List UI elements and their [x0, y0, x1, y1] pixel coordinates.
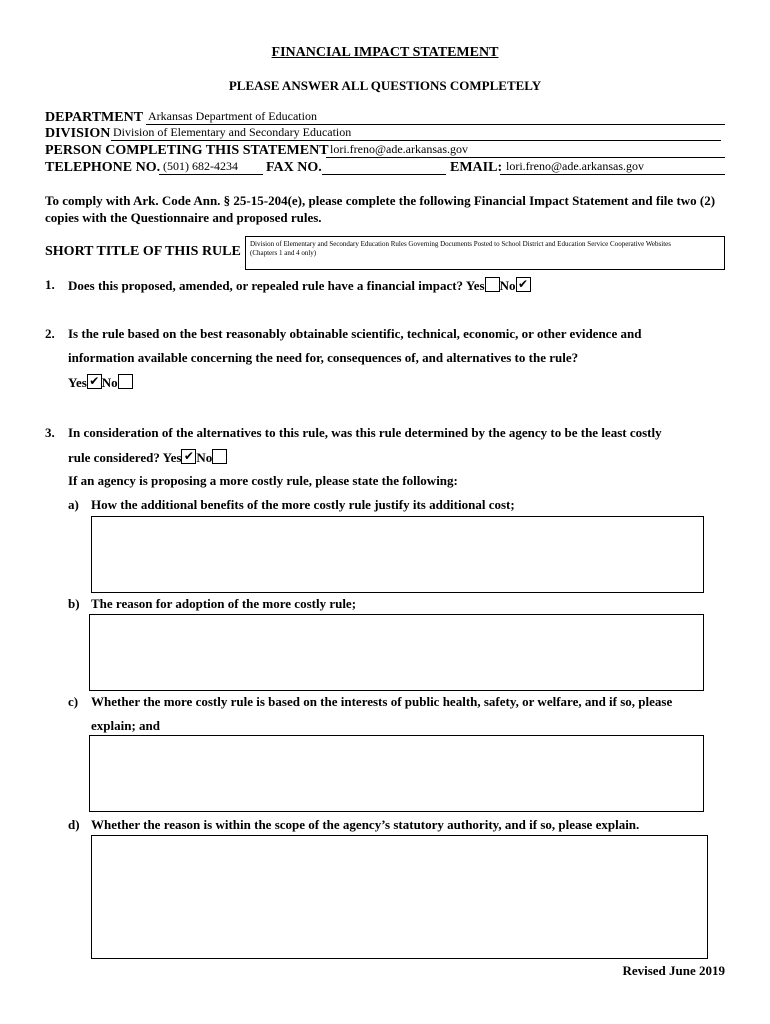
- q3d-answer-box[interactable]: [91, 835, 708, 959]
- q3d-text: Whether the reason is within the scope of the agency’s statutory authority, and if so, please explain.: [91, 817, 640, 832]
- q2-no-label: No: [101, 375, 118, 390]
- form-title: FINANCIAL IMPACT STATEMENT: [271, 45, 499, 60]
- telephone-field[interactable]: (501) 682-4234: [163, 159, 238, 173]
- q3b-answer-box[interactable]: [89, 614, 704, 691]
- q1-no-label: No: [499, 278, 516, 293]
- email-label: EMAIL:: [450, 160, 503, 175]
- q3a-number: a): [68, 497, 79, 512]
- q2-text-line1: Is the rule based on the best reasonably obtainable scientific, technical, economic, or other evidence and: [68, 326, 642, 341]
- q2-text-line2: information available concerning the need for, consequences of, and alternatives to the rule?: [68, 350, 579, 365]
- division-row: [45, 126, 725, 143]
- q1-yes-checkbox[interactable]: [485, 277, 500, 292]
- q2-yes-checkbox[interactable]: [87, 374, 102, 389]
- division-label: DIVISION: [45, 126, 111, 141]
- fax-label: FAX NO.: [266, 160, 322, 175]
- q3-text-line2: rule considered?: [68, 450, 160, 465]
- telephone-line: [159, 174, 263, 175]
- q1-yes-label: Yes: [465, 278, 485, 293]
- q3-followup: If an agency is proposing a more costly rule, please state the following:: [68, 473, 458, 488]
- checkmark-icon: [486, 278, 499, 291]
- person-field[interactable]: lori.freno@ade.arkansas.gov: [330, 142, 468, 156]
- checkmark-icon: ✔: [89, 374, 100, 388]
- q3c-text-line2: explain; and: [91, 718, 160, 733]
- telephone-label: TELEPHONE NO.: [45, 160, 161, 175]
- department-label: DEPARTMENT: [45, 110, 144, 125]
- q2-answer-row: [68, 374, 133, 391]
- q3c-text-line1: Whether the more costly rule is based on the interests of public health, safety, or welfare, and if so, please: [91, 694, 673, 709]
- q3c-number: c): [68, 694, 79, 709]
- q3b-number: b): [68, 596, 80, 611]
- q2-yes-label: Yes: [68, 375, 87, 390]
- short-title-box[interactable]: [245, 236, 725, 270]
- q1-text: Does this proposed, amended, or repealed rule have a financial impact?: [68, 278, 464, 293]
- department-field[interactable]: Arkansas Department of Education: [148, 109, 317, 123]
- q3-number: 3.: [45, 425, 55, 440]
- checkmark-icon: ✔: [517, 277, 529, 291]
- division-line: [111, 140, 721, 141]
- q3-answer-row: [68, 449, 227, 466]
- short-title-value-line2: (Chapters 1 and 4 only): [250, 249, 317, 257]
- q1-row: [68, 277, 531, 294]
- division-field[interactable]: Division of Elementary and Secondary Education: [113, 125, 352, 139]
- q3-no-label: No: [196, 450, 213, 465]
- email-line: [500, 174, 725, 175]
- contact-row: [45, 160, 725, 177]
- fax-line: [322, 174, 446, 175]
- short-title-label: SHORT TITLE OF THIS RULE: [45, 244, 241, 259]
- q3-no-checkbox[interactable]: [212, 449, 227, 464]
- q3c-answer-box[interactable]: [89, 735, 704, 812]
- checkmark-icon: [119, 375, 132, 388]
- q3a-text: How the additional benefits of the more costly rule justify its additional cost;: [91, 497, 515, 512]
- intro-paragraph: To comply with Ark. Code Ann. § 25-15-204(e), please complete the following Financial Impact Statement and file two (2) copies with the Questionnaire and proposed rules.: [45, 193, 716, 225]
- q3-text-line1: In consideration of the alternatives to this rule, was this rule determined by the agency to be the least costly: [68, 425, 662, 440]
- q3d-number: d): [68, 817, 80, 832]
- person-row: [45, 143, 725, 160]
- revised-date: Revised June 2019: [622, 963, 725, 978]
- checkmark-icon: ✔: [183, 449, 194, 463]
- q3b-text: The reason for adoption of the more costly rule;: [91, 596, 357, 611]
- q1-no-checkbox[interactable]: [516, 277, 531, 292]
- q3-yes-checkbox[interactable]: [181, 449, 196, 464]
- q3a-answer-box[interactable]: [91, 516, 704, 593]
- q1-number: 1.: [45, 277, 55, 292]
- person-line: [326, 157, 725, 158]
- email-field[interactable]: lori.freno@ade.arkansas.gov: [506, 159, 644, 173]
- q2-number: 2.: [45, 326, 55, 341]
- short-title-value-line1: Division of Elementary and Secondary Education Rules Governing Documents Posted to School District and Education Service Cooperative Websites: [250, 240, 671, 248]
- checkmark-icon: [213, 450, 226, 463]
- person-label: PERSON COMPLETING THIS STATEMENT: [45, 143, 329, 158]
- q3-yes-label: Yes: [162, 450, 182, 465]
- q2-no-checkbox[interactable]: [118, 374, 133, 389]
- form-subtitle: PLEASE ANSWER ALL QUESTIONS COMPLETELY: [228, 78, 542, 93]
